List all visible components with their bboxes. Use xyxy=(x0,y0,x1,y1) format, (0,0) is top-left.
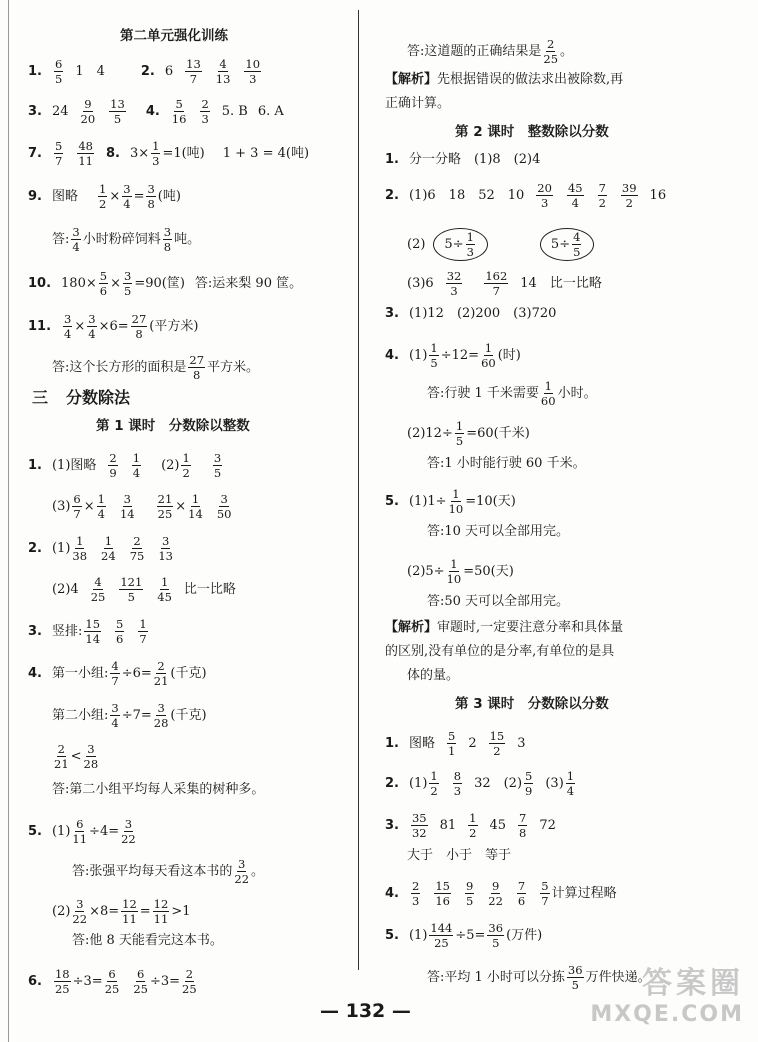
l1-q5-ans2: 答:他 8 天能看完这本书。 xyxy=(72,933,223,948)
l2-q4-ans: 答:行驶 1 千米需要 $\frac{1}{60}$ 小时。 xyxy=(427,379,597,408)
l1-q1: 1. (1)图略 $\frac{2}{9}$ $\frac{1}{4}$ (2) $\frac{1}{2}$ $\frac{3}{5}$ xyxy=(28,451,222,480)
left-ans11: 答:这个长方形的面积是 $\frac{27}{8}$ 平方米。 xyxy=(52,353,260,382)
l1-q4: 4. 第一小组: $\frac{4}{7}$ ÷6= $\frac{2}{21}$ (千克) xyxy=(28,659,207,688)
l3-q4: 4. $\frac{2}{3}$ $\frac{15}{16}$ $\frac{9}{5}$ $\frac{9}{22}$ $\frac{7}{6}$ $\frac{5}{7}$ 计算过程略 xyxy=(385,879,617,908)
l1-q4-ans: 答:第二小组平均每人采集的树种多。 xyxy=(52,782,265,797)
l1-q2: 2. (1) $\frac{1}{38}$ $\frac{1}{24}$ $\frac{2}{75}$ $\frac{3}{13}$ xyxy=(28,534,173,563)
left-q9: 9. 图略 $\frac{1}{2}$ × $\frac{3}{4}$ = $\frac{3}{8}$ (吨) xyxy=(28,182,181,211)
left-ans9: 答: $\frac{3}{4}$ 小时粉碎饲料 $\frac{3}{8}$ 吨。 xyxy=(52,225,201,254)
l1-q5: 5. (1) $\frac{6}{11}$ ÷4= $\frac{3}{22}$ xyxy=(28,817,136,846)
page-edge-rule xyxy=(8,0,9,1042)
l1-q3: 3. 竖排: $\frac{15}{14}$ $\frac{5}{6}$ $\frac{1}{7}$ xyxy=(28,617,147,646)
analysis-1: 【解析】 先根据错误的做法求出被除数,再 xyxy=(385,72,624,87)
l1-q6: 6. $\frac{18}{25}$ ÷3= $\frac{6}{25}$ $\frac{6}{25}$ ÷3= $\frac{2}{25}$ xyxy=(28,967,197,996)
l2-q5-ans2: 答:50 天可以全部用完。 xyxy=(427,594,570,609)
l2-q2: 2. (1)6 18 52 10 $\frac{20}{3}$ $\frac{45}{4}$ $\frac{7}{2}$ $\frac{39}{2}$ 16 xyxy=(385,181,667,210)
lesson3-title: 第 3 课时 分数除以分数 xyxy=(455,696,609,712)
left-q11: 11. $\frac{3}{4}$ × $\frac{3}{4}$ ×6= $\frac{27}{8}$ (平方米) xyxy=(28,312,199,341)
analysis-2-cont: 的区别,没有单位的是分率,有单位的是具 xyxy=(385,644,615,659)
column-divider xyxy=(358,10,359,970)
l2-q5-ans: 答:10 天可以全部用完。 xyxy=(427,524,570,539)
l1-q5-2: (2) $\frac{3}{22}$ ×8= $\frac{12}{11}$ = $\frac{12}{11}$ >1 xyxy=(52,897,191,926)
l3-q1: 1. 图略 $\frac{5}{1}$ 2 $\frac{15}{2}$ 3 xyxy=(385,729,526,758)
analysis-2-cont2: 体的量。 xyxy=(407,668,460,683)
circled-expression: 5÷ $\frac{1}{3}$ xyxy=(433,228,488,261)
l1-q5-ans: 答:张强平均每天看这本书的 $\frac{3}{22}$ 。 xyxy=(72,857,265,886)
l3-q3: 3. $\frac{35}{32}$ 81 $\frac{1}{2}$ 45 $\frac{7}{8}$ 72 xyxy=(385,811,556,840)
page-number: — 132 — xyxy=(320,1000,411,1022)
l3-q2: 2. (1) $\frac{1}{2}$ $\frac{8}{3}$ 32 (2) $\frac{5}{9}$ (3) $\frac{1}{4}$ xyxy=(385,769,575,798)
l2-q2-3: (3)6 $\frac{32}{3}$ $\frac{162}{7}$ 14 比一比略 xyxy=(407,269,602,298)
left-q1: 1. $\frac{6}{5}$ 1 4 2. 6 $\frac{13}{7}$ $\frac{4}{13}$ $\frac{10}{3}$ xyxy=(28,57,261,86)
watermark-logo: 答案圈 MXQE.COM xyxy=(590,966,744,1027)
section3-heading: 三 分数除法 xyxy=(32,388,131,407)
l2-q4-2: (2)12÷ $\frac{1}{5}$ =60(千米) xyxy=(407,419,530,448)
l1-q4-g2: 第二小组: $\frac{3}{4}$ ÷7= $\frac{3}{28}$ (千克) xyxy=(52,701,207,730)
l2-q3: 3. (1)12 (2)200 (3)720 xyxy=(385,306,557,321)
l1-q2-2: (2)4 $\frac{4}{25}$ $\frac{121}{5}$ $\frac{1}{45}$ 比一比略 xyxy=(52,575,236,604)
l3-q5: 5. (1) $\frac{144}{25}$ ÷5= $\frac{36}{5}$ (万件) xyxy=(385,921,543,950)
analysis-2: 【解析】 审题时,一定要注意分率和具体量 xyxy=(385,620,624,635)
l2-q4: 4. (1) $\frac{1}{5}$ ÷12= $\frac{1}{60}$ (时) xyxy=(385,341,521,370)
left-q3: 3. 24 $\frac{9}{20}$ $\frac{13}{5}$ 4. $\frac{5}{16}$ $\frac{2}{3}$ 5. B 6. A xyxy=(28,97,284,126)
l3-q3-2: 大于 小于 等于 xyxy=(407,848,512,863)
l2-q4-ans2: 答:1 小时能行驶 60 千米。 xyxy=(427,456,586,471)
circled-expression: 5÷ $\frac{4}{5}$ xyxy=(540,228,595,261)
lesson1-title: 第 1 课时 分数除以整数 xyxy=(96,418,250,434)
l2-q5-2: (2)5÷ $\frac{1}{10}$ =50(天) xyxy=(407,557,514,586)
l2-q1: 1. 分一分略 (1)8 (2)4 xyxy=(385,152,541,167)
left-q10: 10. 180× $\frac{5}{6}$ × $\frac{3}{5}$ =90(筐) 答:运来梨 90 筐。 xyxy=(28,269,303,298)
analysis-1-cont: 正确计算。 xyxy=(385,96,451,111)
l3-q5-ans: 答:平均 1 小时可以分拣 $\frac{36}{5}$ 万件快递。 xyxy=(427,963,651,992)
l2-q5: 5. (1)1÷ $\frac{1}{10}$ =10(天) xyxy=(385,487,516,516)
l1-q1-3: (3) $\frac{6}{7}$ × $\frac{1}{4}$ $\frac{3}{14}$ $\frac{21}{25}$ × $\frac{1}{14}$ $\frac{3}{50}$ xyxy=(52,492,232,521)
l1-q4-compare: $\frac{2}{21}$ < $\frac{3}{28}$ xyxy=(54,742,99,771)
l2-q2-2: (2) 5÷ $\frac{1}{3}$ 5÷ $\frac{4}{5}$ xyxy=(407,228,602,261)
right-top-answer: 答:这道题的正确结果是 $\frac{2}{25}$ 。 xyxy=(407,37,574,66)
lesson2-title: 第 2 课时 整数除以分数 xyxy=(455,124,609,140)
unit-title: 第二单元强化训练 xyxy=(120,28,228,44)
left-q7: 7. $\frac{5}{7}$ $\frac{48}{11}$ 8. 3× $\frac{1}{3}$ =1(吨) 1 + 3 = 4(吨) xyxy=(28,139,310,168)
